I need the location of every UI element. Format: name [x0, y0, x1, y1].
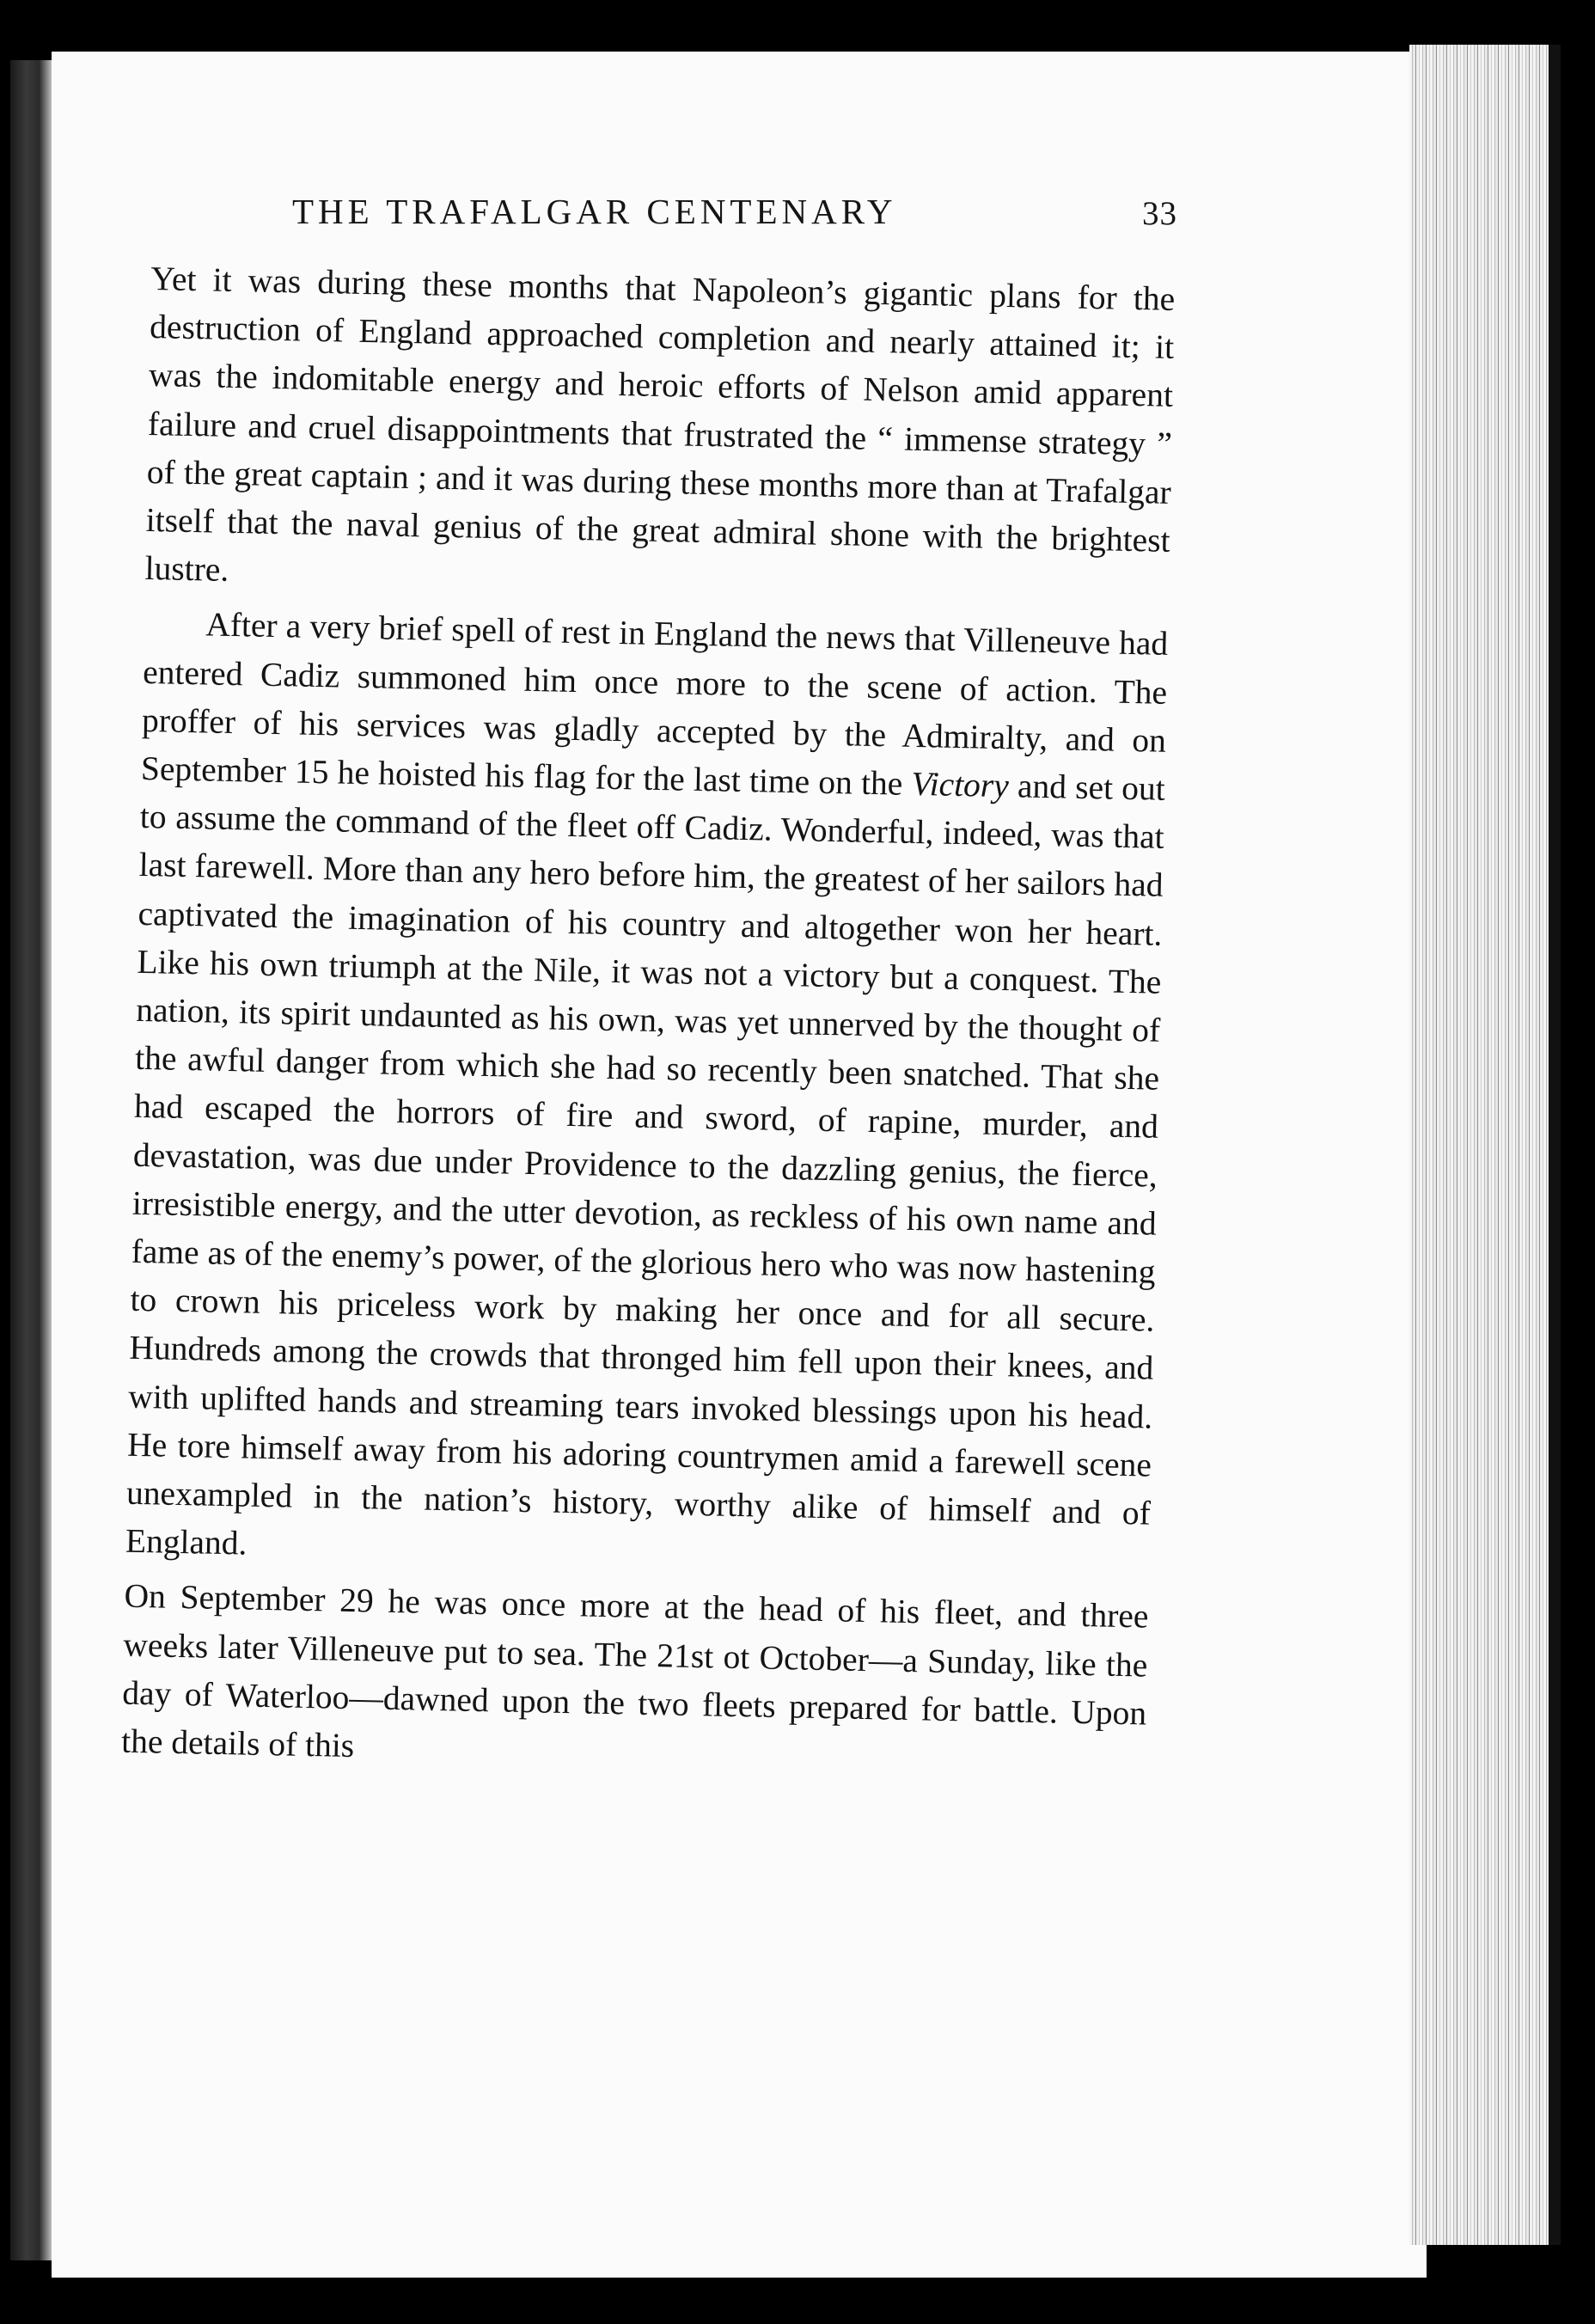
body-text [121, 254, 1176, 1786]
page-number: 33 [1142, 195, 1177, 232]
paragraph [144, 254, 1176, 613]
paragraph-text: After a very brief spell of rest in England the news that Villeneuve had entered Cadiz summoned him once more to the scene of action. The proffer of his services was gladly accepted by the Admiralty, and on September 15 he hoisted his flag for the last time on the [140, 605, 1169, 803]
page-header [292, 191, 1177, 242]
paragraph [121, 1572, 1149, 1786]
page-edges [1409, 45, 1561, 2245]
paragraph-text: and set out to assume the command of the fleet off Cadiz. Wonderful, indeed, was that last farewell. More than any hero before him, the greatest of her sailors had captivated the imagination of his country and altogether won her heart. Like his own triumph at the Nile, it was not a victory but a conquest. The nation, its spirit undaunted as his own, was yet unnerved by the thought of the awful danger from which she had so recently been snatched. That she had escaped the horrors of fire and sword, of rapine, murder, and devastation, was due under Providence to the dazzling genius, the fierce, irresistible energy, and the utter devotion, as reckless of his own name and fame as of the enemy’s power, of the glorious hero who was now hastening to crown his priceless work by making her once and for all secure. Hundreds among the crowds that thronged him fell upon their knees, and with uplifted hands and streaming tears invoked blessings upon his head. He tore himself away from his adoring countrymen amid a farewell scene unexampled in the nation’s history, worthy alike of himself and of England. [125, 767, 1166, 1563]
paragraph [125, 599, 1168, 1586]
paragraph-text: On September 29 he was once more at the head of his fleet, and three weeks later Villeneuve put to sea. The 21st ot October—a Sunday, like the day of Waterloo—dawned upon the two fleets prepared for battle. Upon the details of this [120, 1577, 1149, 1765]
paragraph-text: Yet it was during these months that Napoleon’s gigantic plans for the destruction of England approached completion and nearly attained it; it was the indomitable energy and heroic efforts of Nelson amid apparent failure and cruel disappointments that frustrated the “ immense strategy ” of the great captain ; and it was during these months more than at Trafalgar itself that the naval genius of the great admiral shone with the brightest lustre. [144, 259, 1176, 590]
book-spine-edge [10, 60, 52, 2260]
ship-name: Victory [911, 764, 1010, 805]
running-title: THE TRAFALGAR CENTENARY [292, 192, 897, 231]
